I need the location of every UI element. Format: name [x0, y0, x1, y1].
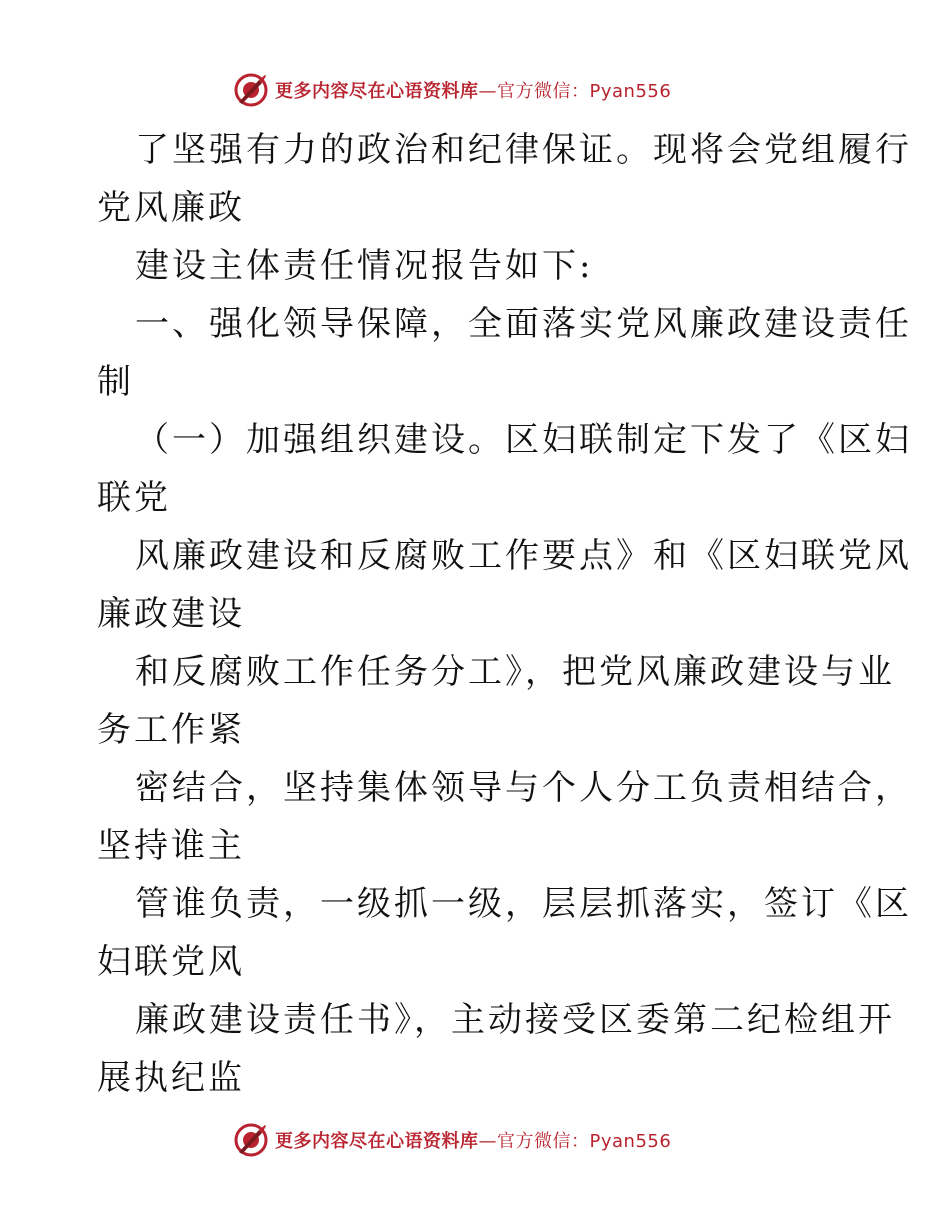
- text-line: 密结合，坚持集体领导与个人分工负责相结合，: [135, 768, 912, 808]
- text-line: 坚持谁主: [97, 826, 245, 866]
- watermark-text: [275, 77, 671, 103]
- text-line: 廉政建设责任书》，主动接受区委第二纪检组开: [135, 1000, 895, 1040]
- text-line: 展执纪监: [97, 1058, 245, 1098]
- text-line: 务工作紧: [97, 710, 245, 750]
- quill-circle-logo-icon: [233, 72, 269, 108]
- text-line: 了坚强有力的政治和纪律保证。现将会党组履行: [135, 130, 912, 170]
- watermark-tail: 官方微信：: [497, 1131, 590, 1152]
- watermark-lead: 更多内容尽在心语资料库: [275, 1131, 479, 1152]
- text-line: 和反腐败工作任务分工》，把党风廉政建设与业: [135, 652, 895, 692]
- watermark-banner-top: [233, 72, 671, 108]
- text-line: 党风廉政: [97, 188, 245, 228]
- text-line: 风廉政建设和反腐败工作要点》和《区妇联党风: [135, 536, 912, 576]
- quill-circle-logo-icon: [233, 1122, 269, 1158]
- watermark-dash: —: [478, 81, 497, 102]
- watermark-wechat-id: Pyan556: [589, 1131, 672, 1152]
- watermark-dash: —: [478, 1131, 497, 1152]
- text-line: 联党: [97, 478, 171, 518]
- text-line: 制: [97, 362, 134, 402]
- watermark-wechat-id: Pyan556: [589, 81, 672, 102]
- text-line: 管谁负责，一级抓一级，层层抓落实，签订《区: [135, 884, 912, 924]
- watermark-lead: 更多内容尽在心语资料库: [275, 81, 479, 102]
- text-line: 廉政建设: [97, 594, 245, 634]
- watermark-banner-bottom: [233, 1122, 671, 1158]
- text-line: 妇联党风: [97, 942, 245, 982]
- watermark-text: [275, 1127, 671, 1153]
- text-line: 建设主体责任情况报告如下:: [135, 246, 594, 286]
- text-line: （一）加强组织建设。区妇联制定下发了《区妇: [135, 420, 912, 460]
- watermark-tail: 官方微信：: [497, 81, 590, 102]
- text-line: 一、强化领导保障，全面落实党风廉政建设责任: [135, 304, 912, 344]
